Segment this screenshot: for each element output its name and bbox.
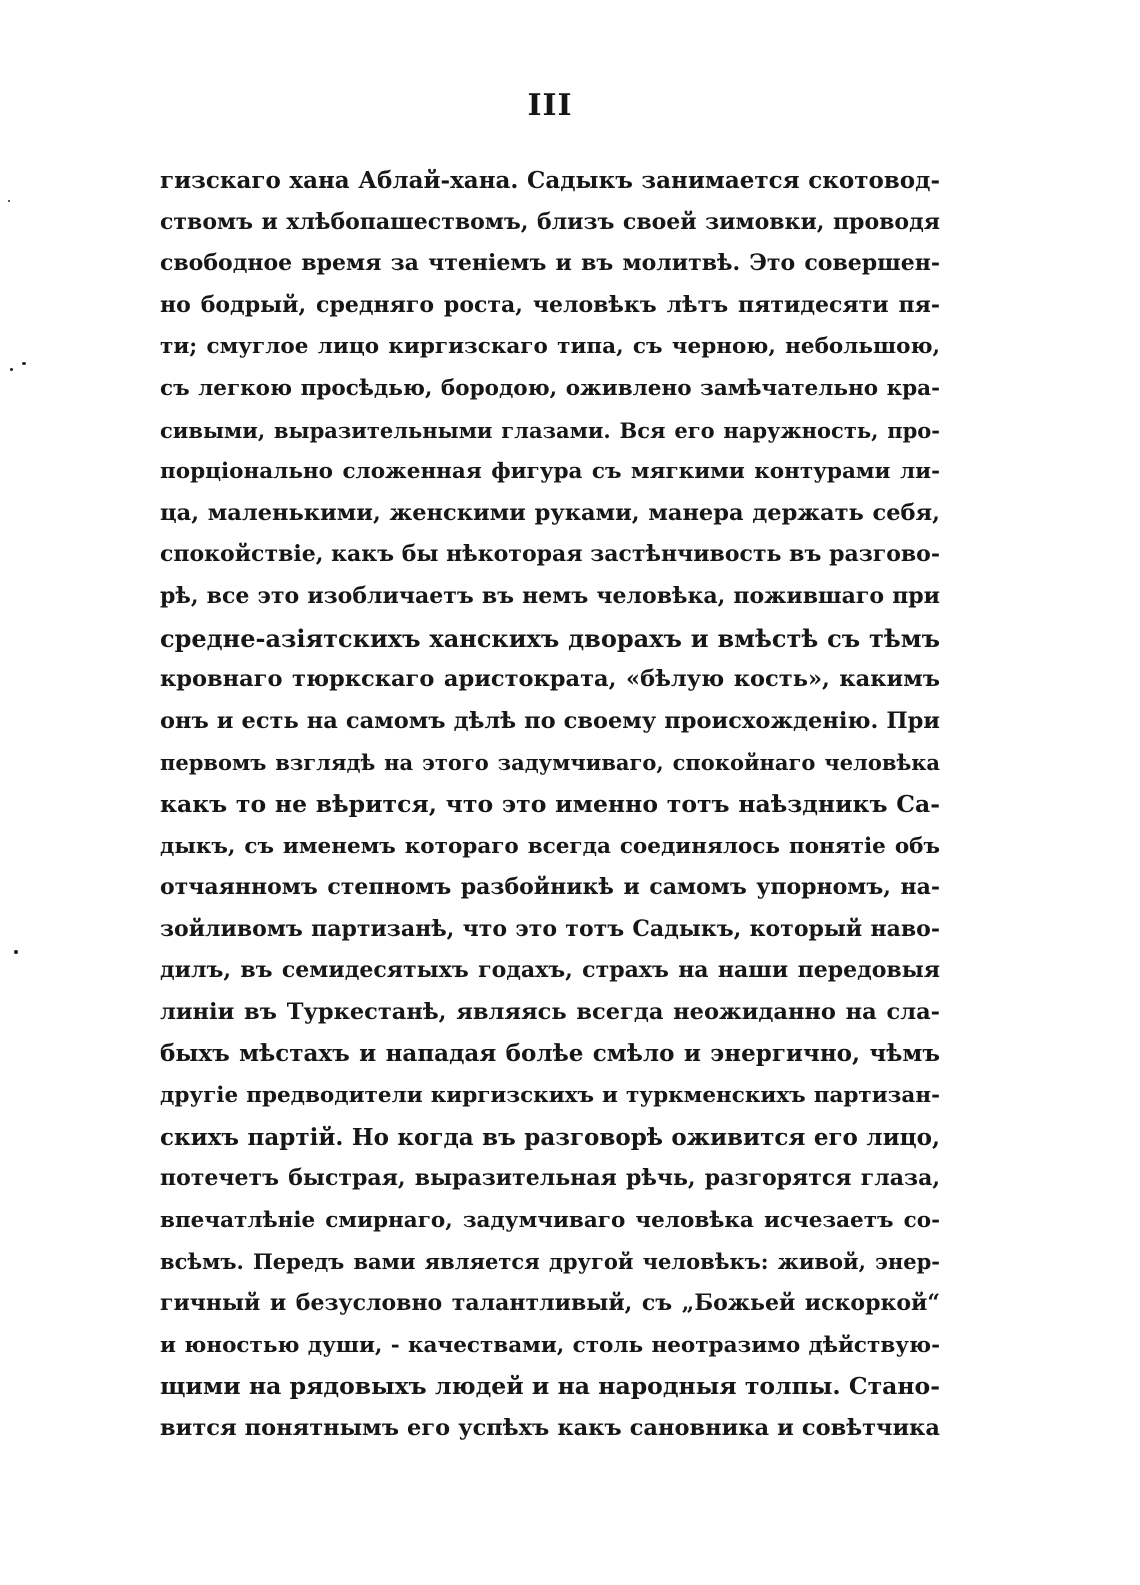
text-line: дилъ, въ семидесятыхъ годахъ, страхъ на наши передовыя <box>160 957 940 984</box>
text-line: зойливомъ партизанѣ, что это тотъ Садыкъ, который наво- <box>160 915 940 942</box>
body-text <box>160 160 940 1449</box>
text-line: ца, маленькими, женскими руками, манера держать себя, <box>160 499 940 526</box>
text-line: потечетъ быстрая, выразительная рѣчь, разгорятся глаза, <box>160 1165 940 1192</box>
text-line: гичный и безусловно талантливый, съ „Божьей искоркой“ <box>160 1290 940 1317</box>
text-line: впечатлѣніе смирнаго, задумчиваго человѣка исчезаетъ со- <box>160 1207 940 1233</box>
text-line: сивыми, выразительными глазами. Вся его наружность, про- <box>160 417 940 443</box>
text-line: кровнаго тюркскаго аристократа, «бѣлую кость», какимъ <box>160 666 940 693</box>
text-line: спокойствіе, какъ бы нѣкоторая застѣнчивость въ разгово- <box>160 541 940 568</box>
text-line: другіе предводители киргизскихъ и туркменскихъ партизан- <box>160 1083 940 1109</box>
text-line: ствомъ и хлѣбопашествомъ, близъ своей зимовки, проводя <box>160 208 940 235</box>
scan-speck <box>22 362 26 365</box>
text-line: средне-азіятскихъ ханскихъ дворахъ и вмѣстѣ съ тѣмъ <box>160 623 940 653</box>
text-line: всѣмъ. Передъ вами является другой человѣкъ: живой, энер- <box>160 1249 940 1275</box>
text-line: ти; смуглое лицо киргизскаго типа, съ черною, небольшою, <box>160 334 940 360</box>
text-line: но бодрый, средняго роста, человѣкъ лѣтъ пятидесяти пя- <box>160 291 940 318</box>
text-line: вится понятнымъ его успѣхъ какъ сановника и совѣтчика <box>160 1414 940 1441</box>
text-line: рѣ, все это изобличаетъ въ немъ человѣка, пожившаго при <box>160 582 940 609</box>
text-line: порціонально сложенная фигура съ мягкими контурами ли- <box>160 459 940 485</box>
text-line: щими на рядовыхъ людей и на народныя толпы. Стано- <box>160 1372 940 1401</box>
text-line: свободное время за чтеніемъ и въ молитвѣ. Это совершен- <box>160 250 940 277</box>
text-line: дыкъ, съ именемъ котораго всегда соединялось понятіе объ <box>160 833 940 859</box>
scan-speck <box>10 368 13 371</box>
scan-speck <box>14 950 18 954</box>
text-line: онъ и есть на самомъ дѣлѣ по своему происхожденію. При <box>160 707 940 734</box>
scan-speck <box>8 200 10 202</box>
page-number: III <box>527 88 573 123</box>
text-line: отчаянномъ степномъ разбойникѣ и самомъ упорномъ, на- <box>160 874 940 901</box>
text-line: первомъ взглядѣ на этого задумчиваго, спокойнаго человѣка <box>160 750 940 776</box>
text-line: быхъ мѣстахъ и нападая болѣе смѣло и энергично, чѣмъ <box>160 1040 940 1068</box>
text-line: гизскаго хана Аблай-хана. Садыкъ занимается скотовод- <box>160 167 940 194</box>
text-line: какъ то не вѣрится, что это именно тотъ наѣздникъ Са- <box>160 789 940 818</box>
text-line: линіи въ Туркестанѣ, являясь всегда неожиданно на сла- <box>160 998 940 1025</box>
text-line: съ легкою просѣдью, бородою, оживлено замѣчательно кра- <box>160 375 940 401</box>
text-line: скихъ партій. Но когда въ разговорѣ оживится его лицо, <box>160 1123 940 1151</box>
text-line: и юностью души, - качествами, столь неотразимо дѣйствую- <box>160 1332 940 1358</box>
